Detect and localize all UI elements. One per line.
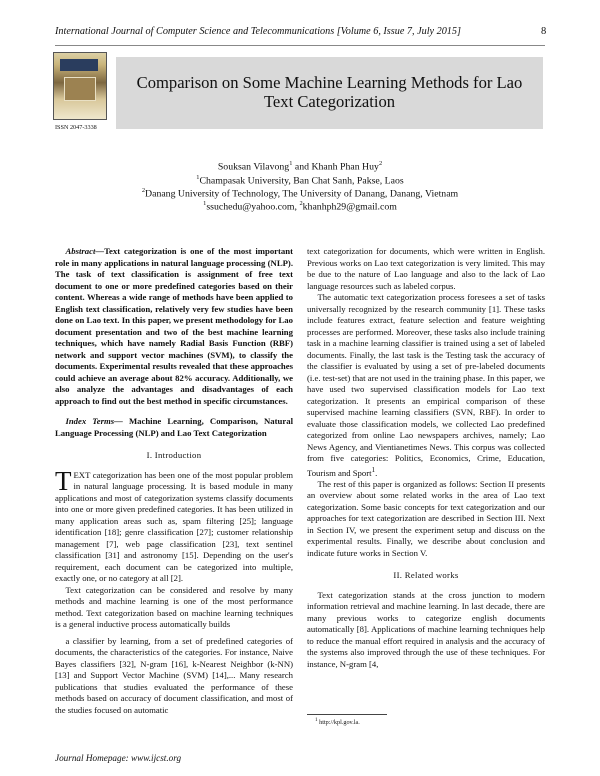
- author-1: Souksan Vilavong: [217, 161, 290, 173]
- author-2: and Khanh Phan Huy: [292, 161, 379, 173]
- right-paragraph-1: text categorization for documents, which were written in English. Previous works on Lao text categorization is very limited. This may be due to the nature of Lao language and also to the lack of Lao language resources such as labeled corpus.: [307, 246, 545, 291]
- right-paragraph-3: The rest of this paper is organized as follows: Section II presents an overview about some related works in the area of Lao text categorization. Some basic concepts for text categorization and our approaches for text categorization are described in Section III. Next in Section IV, we present the experiment setup and discuss on the experimental results. Finally, we describe about conclusion and indicate future works in Section V.: [307, 478, 545, 558]
- drop-cap: T: [55, 465, 72, 496]
- journal-header: International Journal of Computer Science and Telecommunications [Volume 6, Issue 7, July 2015]: [55, 26, 461, 37]
- affiliation-2: $^2$Danang University of Technology, The University of Danang, Danang, Vietnam: [141, 187, 459, 200]
- journal-cover-image: [53, 52, 107, 120]
- intro-paragraph-2: Text categorization can be considered and resolve by many methods and machine learning is one of the most performance method. Text categorization based on machine learning techniques is a general inductive process automatically builds: [55, 584, 293, 629]
- related-works-paragraph: Text categorization stands at the cross junction to modern information retrieval and machine learning. In last decade, there are many previous works to categorize english documents automatically [8]. Applications of machine learning techniques help to reduce the manual effort required in analysis and the accuracy of the systems also improved through the use of these techniques. For instance, N-gram [4,: [307, 589, 545, 669]
- intro-paragraph-3: a classifier by learning, from a set of predefined categories of documents, the characteristics of the categories. For instance, Naive Bayes classifiers [32], N-gram [16], k-Nearest Neighbor (k-NN) [13] and Support Vector Machine (SVM) [14],... Many research publications that studies evaluated the performance of these methods based on accuracy of document classification, and most of the studies focused on automatic: [55, 635, 293, 715]
- title-line-1: Comparison on Some Machine Learning Methods for Lao: [136, 73, 523, 92]
- index-terms: Index Terms— Machine Learning, Comparison, Natural Language Processing (NLP) and Lao Text Categorization: [55, 416, 293, 438]
- left-column: [55, 246, 293, 716]
- footnote: $^1$ http://kpl.gov.la.: [315, 717, 360, 727]
- footnote-rule: [307, 714, 387, 715]
- section-heading-related-works: II. Related works: [393, 570, 459, 581]
- author-names: Souksan Vilavong$^1$ and Khanh Phan Huy$^2$: [217, 160, 383, 173]
- journal-homepage-footer: Journal Homepage: www.ijcst.org: [55, 753, 182, 763]
- right-paragraph-2: The automatic text categorization process foresees a set of tasks universally recognized by the research community [1]. These tasks include features extract, feature selection and feature weighting processes are performed. Moreover, these tasks also include training task in a machine learning classifier is trained using a set of labeled documents. Finally, the last task is the Testing task the accuracy of the classifier is evaluated by using a set of pre-labeled documents (i.e. test-set) that are not used in the training phase. In this paper, we have used two supervised classification models for Lao text categorization. It presents an empirical comparison of these supervised machine learning classifiers (SVN, RBF). In order to evaluate those classification models, we collected Lao predefined categorized from online Lao newspapers archives, namely; Lao News Agency, and Vientianetimes News. This corpus was collected from five categories: Politics, Economics, Crime, Education, Tourism and Sport$^1$.: [307, 292, 545, 478]
- section-heading-introduction: I. Introduction: [146, 450, 202, 460]
- paper-title: [116, 73, 543, 111]
- intro-paragraph-1: TEXT categorization has been one of the most popular problem in natural language processing. It is based module in many applications and most of categorization systems classify documents into one or more given predefined categories. It has been utilized in many application areas such as, spam filtering [25]; language identification [18]; genre classification [27]; customer relationship management [7], web page classification [23], text sentinel classification [31] and astronomy [15]. Depending on the user's requirement, each document can be categorized into multiple, exactly one, or no category at all [2].: [55, 465, 293, 583]
- affiliation-1: $^1$Champasak University, Ban Chat Sanh, Pakse, Laos: [196, 174, 404, 187]
- abstract: Abstract—Text categorization is one of the most important role in many applications in natural language processing (NLP). The task of text classification is assignment of free text document to one or more predefined categories based on their content. Whereas a wide range of methods have been applied to English text classification, relatively very few studies have been done on Lao text. In this paper, we present methodology for Lao document presentation and two of the best machine learning techniques, which have namely Radial Basis Function (RBF) network and support vector machines (SVM), to classify the documents. Experimental results revealed that these approaches could achieve an average about 82% accuracy. Additionally, we also analyze the advantages and disadvantages of each approach to find out the best method in specific circumstances.: [55, 246, 293, 406]
- title-line-2: Text Categorization: [263, 92, 396, 111]
- issn-text: ISSN 2047-3338: [55, 124, 97, 131]
- author-emails: $^1$ssuchedu@yahoo.com, $^2$khanhph29@gmail.com: [203, 200, 397, 213]
- header-rule: [55, 45, 545, 46]
- page-number: 8: [541, 26, 547, 37]
- cover-figure-block: [64, 77, 96, 101]
- cover-label-block: [60, 59, 98, 71]
- right-column: [307, 246, 545, 670]
